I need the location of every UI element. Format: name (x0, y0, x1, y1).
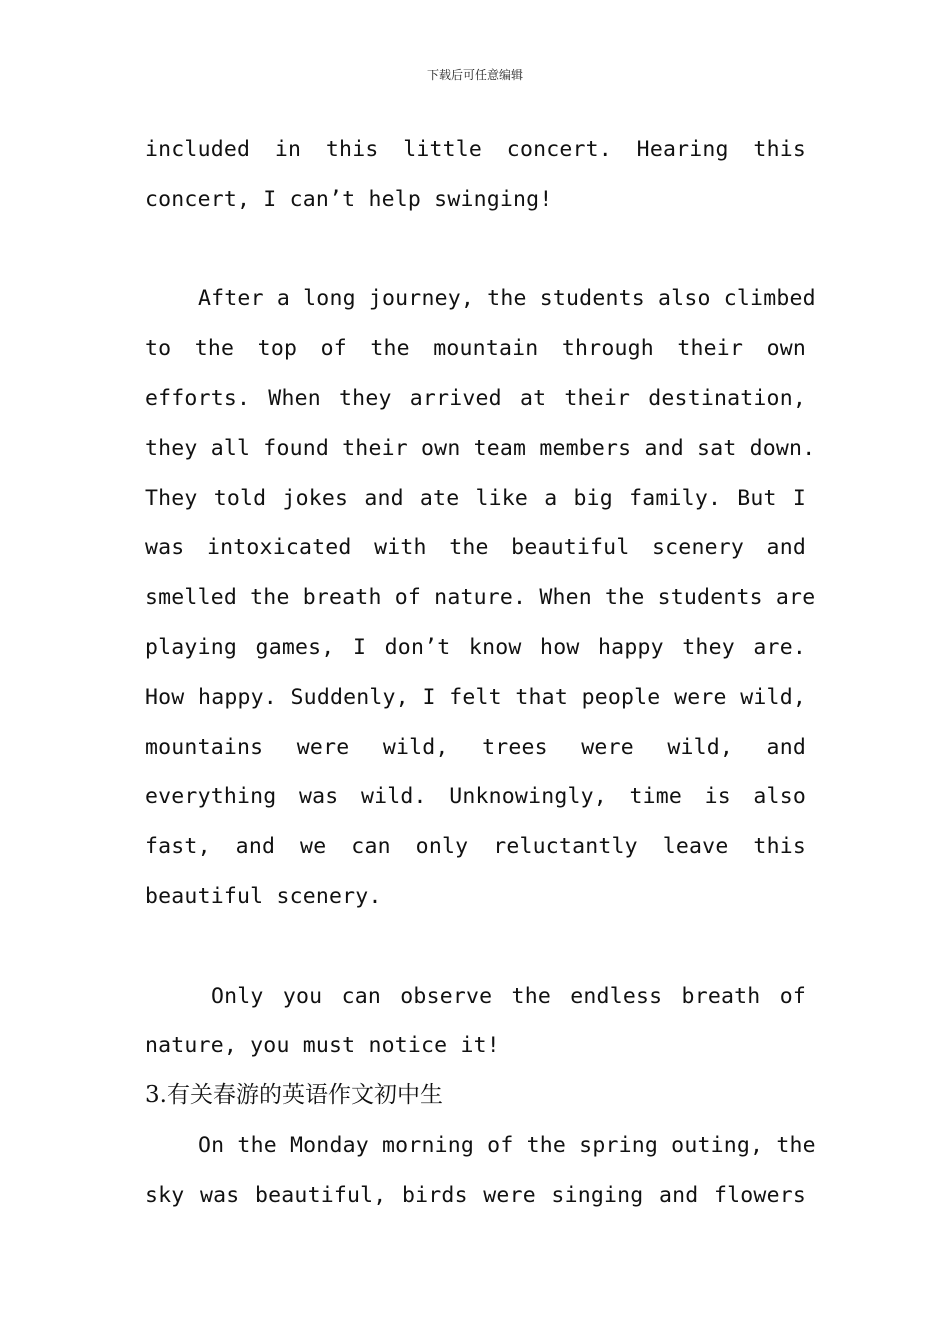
text-line: They told jokes and ate like a big family. But I (145, 485, 806, 511)
text-line: efforts. When they arrived at their destination, (145, 385, 806, 411)
text-line: concert, I can’t help swinging! (145, 186, 553, 212)
text-line: beautiful scenery. (145, 883, 382, 909)
section-heading: 3.有关春游的英语作文初中生 (145, 1082, 443, 1109)
text-line: Only you can observe the endless breath of (211, 983, 806, 1009)
paragraph-4 (145, 1121, 816, 1221)
text-line: mountains were wild, trees were wild, and (145, 734, 806, 760)
text-line: After a long journey, the students also climbed (198, 286, 816, 312)
text-line: smelled the breath of nature. When the students are (145, 585, 816, 611)
paragraph-spacer (145, 225, 806, 275)
paragraph-spacer (145, 922, 806, 972)
page-header: 下载后可任意编辑 (426, 68, 523, 82)
text-line: How happy. Suddenly, I felt that people were wild, (145, 684, 806, 710)
paragraph-2 (145, 274, 816, 921)
text-line: nature, you must notice it! (145, 1033, 500, 1059)
text-line: everything was wild. Unknowingly, time is also (145, 784, 806, 810)
text-line: was intoxicated with the beautiful scenery and (145, 535, 806, 561)
text-line: fast, and we can only reluctantly leave this (145, 834, 806, 860)
document-body (145, 125, 816, 1221)
paragraph-3 (145, 972, 806, 1072)
paragraph-1 (145, 125, 806, 225)
text-line: included in this little concert. Hearing this (145, 137, 806, 162)
text-line: playing games, I don’t know how happy they are. (145, 634, 806, 660)
text-line: to the top of the mountain through their own (145, 336, 806, 362)
text-line: On the Monday morning of the spring outing, the (198, 1132, 816, 1158)
text-line: they all found their own team members and sat down. (145, 435, 816, 461)
text-line: sky was beautiful, birds were singing and flowers (145, 1182, 806, 1208)
